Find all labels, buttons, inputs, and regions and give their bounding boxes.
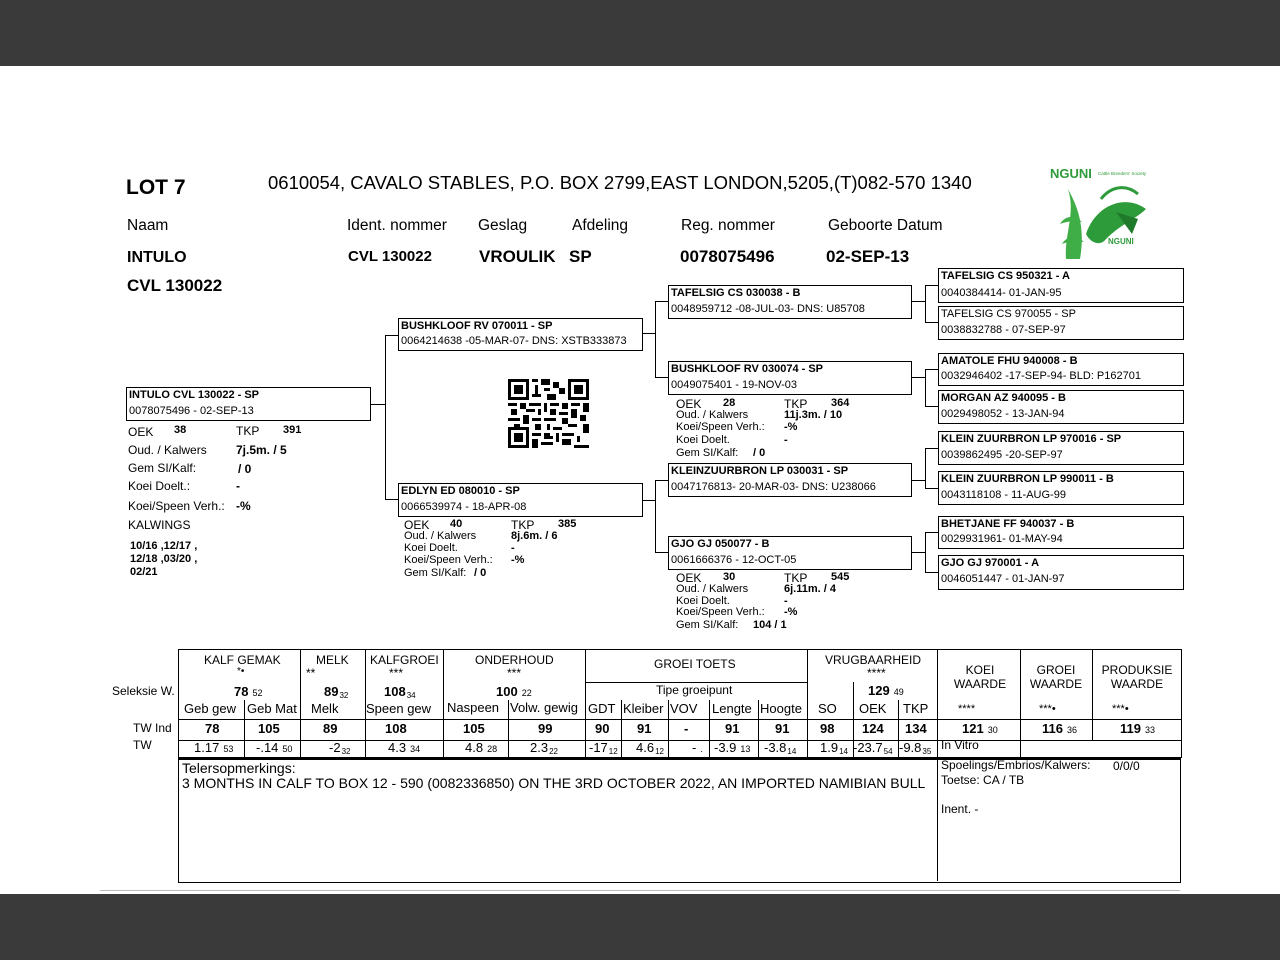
sire-title: BUSHKLOOF RV 070011 - SP — [401, 320, 553, 332]
gp-sd-verh: -% — [784, 421, 798, 433]
label-ident: Ident. nommer — [347, 217, 447, 234]
gp-sd-tkp: 364 — [831, 397, 850, 409]
hdr-kalfgroei: KALFGROEI — [370, 653, 439, 667]
twind-groei-waarde: 116 36 — [1042, 721, 1077, 736]
tw-lengte: -3.9 13 — [714, 740, 751, 755]
ggp-7-title: BHETJANE FF 940037 - B — [941, 518, 1075, 530]
dam-box — [398, 483, 643, 517]
label-naam: Naam — [127, 217, 169, 234]
ggp-3-title: AMATOLE FHU 940008 - B — [941, 355, 1078, 367]
ggp-box-2 — [938, 306, 1184, 340]
gp-dd-gem-label: Gem SI/Kalf: — [676, 619, 739, 631]
col-gdt: GDT — [588, 701, 616, 716]
logo-tag-text: Cattle Breeders' Society — [1098, 171, 1147, 176]
col-speen-gew: Speen gew — [366, 701, 432, 716]
in-vitro-label: In Vitro — [941, 738, 979, 752]
hdr-vrugbaarheid: VRUGBAARHEID — [825, 653, 922, 667]
dam-sub: 0066539974 - 18-APR-08 — [401, 501, 527, 513]
label-geboorte: Geboorte Datum — [828, 217, 943, 234]
subject-oud: 7j.5m. / 5 — [236, 443, 287, 457]
subject-doelt: - — [236, 479, 240, 493]
tw-gdt: $-17_{12}$ — [589, 740, 618, 756]
twind-tkp: 134 — [905, 721, 927, 736]
ggp-8-title: GJO GJ 970001 - A — [941, 557, 1040, 569]
subject-tkp: 391 — [283, 424, 302, 436]
hdr-produksie-waarde: PRODUKSIE WAARDE — [1101, 663, 1173, 691]
gp-sd-doelt: - — [784, 434, 788, 446]
animal-ident: CVL 130022 — [348, 248, 432, 265]
dam-doelt: - — [511, 542, 515, 554]
gp-dd-sub: 0061666376 - 12-OCT-05 — [671, 554, 797, 566]
subject-box — [126, 387, 371, 421]
tw-tkp: $-9.8_{35}$ — [899, 740, 932, 756]
dam-verh: -% — [511, 554, 525, 566]
tw-label: TW — [133, 738, 152, 752]
stars-vrugbaarheid: **** — [867, 666, 886, 680]
gp-sd-oek-label: OEK — [676, 397, 702, 411]
ggp-box-6 — [938, 471, 1184, 505]
sire-sub: 0064214638 -05-MAR-07- DNS: XSTB333873 — [401, 335, 627, 347]
gp-dd-gem: 104 / 1 — [753, 619, 787, 631]
ggp-box-1 — [938, 268, 1184, 303]
koei-waarde-stars: **** — [958, 703, 976, 715]
dam-oud: 8j.6m. / 6 — [511, 530, 558, 542]
animal-id-display: CVL 130022 — [127, 276, 223, 295]
stars-kalf-gemak: *• — [237, 666, 245, 677]
ggp-5-title: KLEIN ZUURBRON LP 970016 - SP — [941, 433, 1122, 445]
stars-melk: ** — [306, 666, 316, 680]
gp-sd-sub: 0049075401 - 19-NOV-03 — [671, 379, 797, 391]
twind-lengte: 91 — [725, 721, 740, 736]
gp-dd-oek-label: OEK — [676, 571, 702, 585]
animal-reg: 0078075496 — [680, 247, 775, 266]
logo-brand-text: NGUNI — [1050, 166, 1092, 181]
tw-geb-mat: -.14 50 — [256, 740, 293, 755]
col-lengte: Lengte — [712, 701, 752, 716]
twind-oek: 124 — [862, 721, 884, 736]
sire-box — [398, 318, 643, 351]
seleksie-groei: $108_{34}$ — [384, 684, 416, 700]
spoelings-label: Spoelings/Embrios/Kalwers: — [941, 758, 1091, 772]
animal-name: INTULO — [127, 249, 187, 266]
hdr-koei-waarde: KOEI WAARDE — [953, 663, 1007, 691]
kalwings-line-1: 10/16 ,12/17 , — [130, 540, 198, 552]
ggp-box-7 — [938, 516, 1184, 549]
nguni-logo — [1046, 164, 1174, 262]
qr-code — [508, 379, 589, 448]
subject-verh: -% — [236, 499, 251, 513]
produksie-waarde-stars: ***• — [1112, 703, 1129, 715]
subject-kalwings-label: KALWINGS — [128, 518, 191, 532]
hdr-melk: MELK — [316, 653, 349, 667]
gp-sd-tkp-label: TKP — [784, 397, 808, 411]
ggp-box-4 — [938, 390, 1184, 424]
toetse: Toetse: CA / TB — [941, 773, 1025, 787]
twind-label: TW Ind — [133, 721, 172, 735]
twind-so: 98 — [820, 721, 835, 736]
top-bar — [0, 0, 1280, 66]
ggp-2-sub: 0038832788 - 07-SEP-97 — [941, 324, 1066, 336]
ggp-4-title: MORGAN AZ 940095 - B — [941, 392, 1066, 404]
stars-onderhoud: *** — [507, 666, 522, 680]
twind-kleiber: 91 — [637, 721, 652, 736]
ggp-4-sub: 0029498052 - 13-JAN-94 — [941, 408, 1065, 420]
col-kleiber: Kleiber — [623, 701, 664, 716]
twind-hoogte: 91 — [775, 721, 790, 736]
twind-produksie-waarde: 119 33 — [1120, 721, 1155, 736]
tw-melk: $-2_{32}$ — [329, 740, 351, 756]
logo-brand-text-small: NGUNI — [1108, 237, 1134, 246]
label-afdeling: Afdeling — [572, 217, 629, 234]
seleksie-onderhoud: 100 22 — [496, 684, 532, 699]
ggp-8-sub: 0046051447 - 01-JAN-97 — [941, 573, 1065, 585]
ggp-6-sub: 0043118108 - 11-AUG-99 — [941, 489, 1066, 501]
gp-sd-verh-label: Koei/Speen Verh.: — [676, 421, 765, 433]
gp-sd-gem-label: Gem SI/Kalf: — [676, 447, 739, 459]
dam-tkp: 385 — [558, 518, 577, 530]
kalwings-line-2: 12/18 ,03/20 , — [130, 553, 198, 565]
ggp-7-sub: 0029931961- 01-MAY-94 — [941, 533, 1063, 545]
twind-geb-mat: 105 — [258, 721, 280, 736]
owner-line: 0610054, CAVALO STABLES, P.O. BOX 2799,EAST LONDON,5205,(T)082-570 1340 — [268, 172, 972, 193]
gp-sd-oud: 11j.3m. / 10 — [784, 409, 843, 421]
gp-sd-oek: 28 — [723, 397, 736, 409]
gp-dd-doelt: - — [784, 595, 788, 607]
gp-sire-dam-box — [668, 361, 912, 395]
col-volw-gewig: Volw. gewig — [510, 700, 578, 715]
dam-gem: / 0 — [474, 567, 487, 579]
col-vov: VOV — [670, 701, 698, 716]
twind-melk: 89 — [323, 721, 338, 736]
subject-tkp-label: TKP — [236, 424, 260, 438]
tw-vov: - . — [692, 740, 703, 755]
hdr-kalf-gemak: KALF GEMAK — [204, 653, 281, 667]
remarks-label: Telersopmerkings: — [182, 760, 296, 776]
gp-dd-oek: 30 — [723, 571, 736, 583]
dam-gem-label: Gem SI/Kalf: — [404, 567, 467, 579]
spoelings-value: 0/0/0 — [1113, 759, 1140, 773]
stars-kalfgroei: *** — [389, 666, 404, 680]
gp-dd-doelt-label: Koei Doelt. — [676, 595, 730, 607]
gp-dd-oud: 6j.11m. / 4 — [784, 583, 836, 595]
gp-ss-title: TAFELSIG CS 030038 - B — [671, 287, 801, 299]
tw-geb-gew: 1.17 53 — [194, 740, 234, 755]
tw-hoogte: $-3.8_{14}$ — [764, 740, 797, 756]
subject-gem: / 0 — [238, 462, 252, 476]
col-geb-gew: Geb gew — [184, 701, 237, 716]
col-oek: OEK — [859, 701, 887, 716]
col-tkp: TKP — [903, 701, 929, 716]
remarks-text: 3 MONTHS IN CALF TO BOX 12 - 590 (0082336850) ON THE 3RD OCTOBER 2022, AN IMPORTED NAMIBIAN BULL — [182, 775, 926, 791]
ggp-2-title: TAFELSIG CS 970055 - SP — [941, 308, 1076, 320]
ggp-box-3 — [938, 353, 1184, 386]
tw-volw: $2.3_{22}$ — [530, 740, 558, 756]
seleksie-melk: $89_{32}$ — [324, 684, 349, 700]
dam-verh-label: Koei/Speen Verh.: — [404, 554, 493, 566]
tw-so: $1.9_{14}$ — [820, 740, 848, 756]
gp-ss-sub: 0048959712 -08-JUL-03- DNS: U85708 — [671, 303, 865, 315]
ggp-1-title: TAFELSIG CS 950321 - A — [941, 270, 1070, 282]
dam-tkp-label: TKP — [511, 518, 535, 532]
gp-dd-oud-label: Oud. / Kalwers — [676, 583, 749, 595]
dam-oek-label: OEK — [404, 518, 430, 532]
dam-title: EDLYN ED 080010 - SP — [401, 485, 520, 497]
seleksie-kalf: 78 52 — [234, 684, 263, 699]
hdr-onderhoud: ONDERHOUD — [475, 653, 554, 667]
dam-oek: 40 — [450, 518, 463, 530]
dam-doelt-label: Koei Doelt. — [404, 542, 458, 554]
tw-kleiber: $4.6_{12}$ — [636, 740, 664, 756]
gp-sd-gem: / 0 — [753, 447, 766, 459]
tw-oek: $-23.7_{54}$ — [853, 740, 893, 756]
hdr-groei-waarde: GROEI WAARDE — [1029, 663, 1083, 691]
gp-dam-sire-box — [668, 463, 912, 497]
subject-sub: 0078075496 - 02-SEP-13 — [129, 405, 254, 417]
col-melk: Melk — [311, 701, 339, 716]
hdr-groei-toets: GROEI TOETS — [654, 657, 736, 671]
gp-dd-verh: -% — [784, 606, 798, 618]
animal-sex: VROULIK — [479, 247, 556, 266]
col-naspeen: Naspeen — [447, 700, 500, 715]
bottom-bar — [0, 894, 1280, 960]
col-hoogte: Hoogte — [760, 701, 802, 716]
twind-koei-waarde: 121 30 — [962, 721, 998, 736]
hdr-tipe-groeipunt: Tipe groeipunt — [656, 683, 733, 697]
gp-sd-title: BUSHKLOOF RV 030074 - SP — [671, 363, 824, 375]
twind-volw: 99 — [538, 721, 553, 736]
ggp-5-sub: 0039862495 -20-SEP-97 — [941, 449, 1063, 461]
ggp-6-title: KLEIN ZUURBRON LP 990011 - B — [941, 473, 1114, 485]
animal-section: SP — [569, 247, 592, 266]
groei-waarde-stars: ***• — [1039, 703, 1056, 715]
subject-title: INTULO CVL 130022 - SP — [129, 389, 260, 401]
gp-dam-dam-box — [668, 536, 912, 570]
gp-dd-tkp: 545 — [831, 571, 850, 583]
twind-naspeen: 105 — [463, 721, 485, 736]
gp-sd-oud-label: Oud. / Kalwers — [676, 409, 749, 421]
tw-speen: 4.3 34 — [388, 740, 421, 755]
seleksie-vrug: 129 49 — [868, 683, 904, 698]
gp-ds-sub: 0047176813- 20-MAR-03- DNS: U238066 — [671, 481, 876, 493]
twind-geb-gew: 78 — [205, 721, 220, 736]
gp-ds-title: KLEINZUURBRON LP 030031 - SP — [671, 465, 849, 477]
tw-naspeen: 4.8 28 — [465, 740, 498, 755]
subject-gem-label: Gem SI/Kalf: — [128, 461, 197, 475]
ggp-3-sub: 0032946402 -17-SEP-94- BLD: P162701 — [941, 370, 1141, 382]
dam-oud-label: Oud. / Kalwers — [404, 530, 477, 542]
gp-dd-tkp-label: TKP — [784, 571, 808, 585]
twind-gdt: 90 — [595, 721, 610, 736]
col-so: SO — [818, 701, 837, 716]
label-reg: Reg. nommer — [681, 217, 775, 234]
lot-number: LOT 7 — [126, 176, 186, 199]
ggp-box-5 — [938, 431, 1184, 465]
gp-sire-sire-box — [668, 285, 912, 319]
twind-vov: - — [684, 721, 689, 736]
gp-sd-doelt-label: Koei Doelt. — [676, 434, 730, 446]
col-geb-mat: Geb Mat — [247, 701, 297, 716]
animal-dob: 02-SEP-13 — [826, 247, 910, 266]
subject-verh-label: Koei/Speen Verh.: — [128, 499, 225, 513]
twind-speen: 108 — [385, 721, 407, 736]
gp-dd-verh-label: Koei/Speen Verh.: — [676, 606, 765, 618]
subject-oek-label: OEK — [128, 425, 154, 439]
subject-doelt-label: Koei Doelt.: — [128, 479, 191, 493]
ggp-box-8 — [938, 555, 1184, 590]
ggp-1-sub: 0040384414- 01-JAN-95 — [941, 287, 1062, 299]
seleksie-label: Seleksie W. — [112, 684, 175, 698]
inent: Inent. - — [941, 802, 979, 816]
kalwings-line-3: 02/21 — [130, 566, 158, 578]
label-geslag: Geslag — [478, 217, 528, 234]
subject-oud-label: Oud. / Kalwers — [128, 443, 207, 457]
subject-oek: 38 — [174, 424, 187, 436]
gp-dd-title: GJO GJ 050077 - B — [671, 538, 770, 550]
